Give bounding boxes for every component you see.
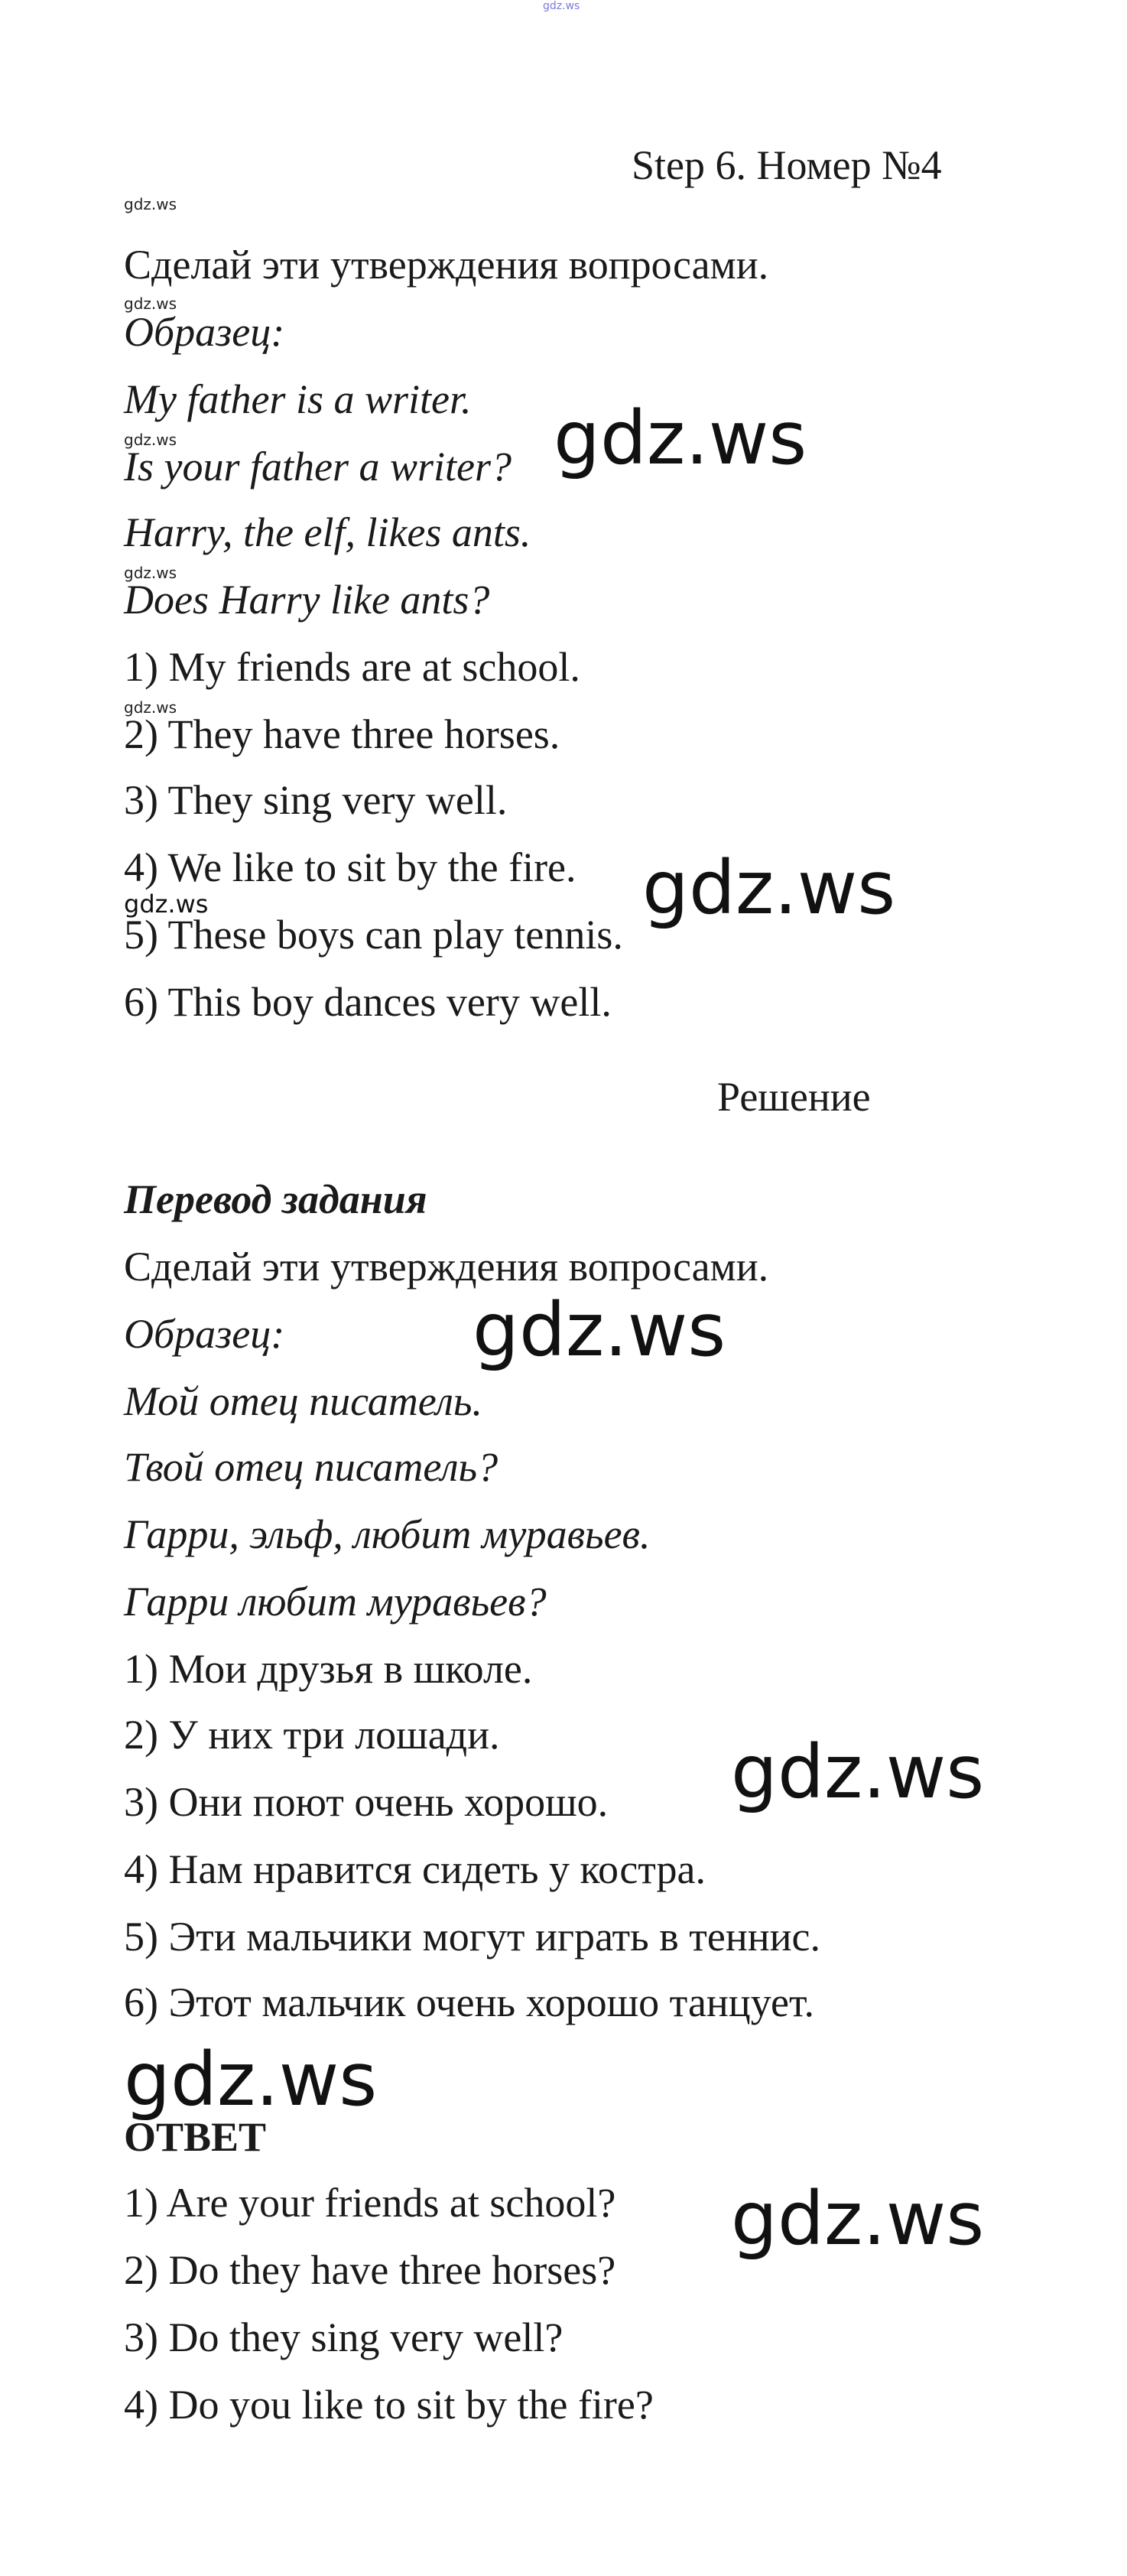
watermark-large: gdz.ws — [124, 2037, 378, 2122]
answer-heading: ОТВЕТ — [124, 2114, 267, 2160]
answer-item: 2) Do they have three horses? — [124, 2247, 616, 2293]
task-item: 6) This boy dances very well. — [124, 979, 612, 1025]
translation-item: 6) Этот мальчик очень хорошо танцует. — [124, 1979, 814, 2025]
solution-title: Решение — [717, 1074, 871, 1120]
task-example: Harry, the elf, likes ants. — [124, 509, 531, 555]
translation-example: Твой отец писатель? — [124, 1444, 499, 1490]
answer-item: 4) Do you like to sit by the fire? — [124, 2382, 654, 2428]
translation-item: 4) Нам нравится сидеть у костра. — [124, 1846, 706, 1892]
task-item: 5) These boys can play tennis. — [124, 912, 623, 958]
watermark-small: gdz.ws — [124, 195, 177, 213]
translation-item: 1) Мои друзья в школе. — [124, 1646, 533, 1692]
watermark-large: gdz.ws — [731, 1729, 985, 1815]
task-instruction: Сделай эти утверждения вопросами. — [124, 242, 769, 288]
translation-item: 5) Эти мальчики могут играть в теннис. — [124, 1914, 821, 1960]
task-example: Is your father a writer? — [124, 444, 512, 490]
task-item: 1) My friends are at school. — [124, 644, 580, 690]
watermark-small: gdz.ws — [124, 564, 177, 582]
watermark-large: gdz.ws — [642, 845, 896, 931]
translation-example: Гарри, эльф, любит муравьев. — [124, 1511, 651, 1557]
watermark-large: gdz.ws — [554, 395, 807, 481]
watermark-small: gdz.ws — [124, 698, 177, 717]
watermark-large: gdz.ws — [473, 1287, 726, 1373]
task-item: 4) We like to sit by the fire. — [124, 844, 576, 890]
translation-example: Мой отец писатель. — [124, 1378, 482, 1424]
task-example: My father is a writer. — [124, 376, 472, 422]
translation-item: 2) У них три лошади. — [124, 1712, 500, 1758]
answer-item: 1) Are your friends at school? — [124, 2180, 616, 2226]
answer-item: 3) Do they sing very well? — [124, 2314, 564, 2360]
translation-sample-label: Образец: — [124, 1311, 285, 1357]
translation-item: 3) Они поют очень хорошо. — [124, 1779, 609, 1825]
watermark-large: gdz.ws — [731, 2176, 985, 2262]
watermark-small: gdz.ws — [124, 294, 177, 313]
page-title: Step 6. Номер №4 — [632, 142, 942, 188]
watermark-top: gdz.ws — [543, 0, 580, 12]
translation-example: Гарри любит муравьев? — [124, 1579, 547, 1625]
watermark-small: gdz.ws — [124, 431, 177, 449]
task-sample-label: Образец: — [124, 309, 285, 355]
task-item: 3) They sing very well. — [124, 777, 508, 823]
translation-instruction: Сделай эти утверждения вопросами. — [124, 1244, 769, 1290]
task-item: 2) They have three horses. — [124, 711, 560, 757]
watermark-medium: gdz.ws — [124, 890, 209, 919]
task-example: Does Harry like ants? — [124, 577, 490, 623]
translation-heading: Перевод задания — [124, 1176, 427, 1222]
